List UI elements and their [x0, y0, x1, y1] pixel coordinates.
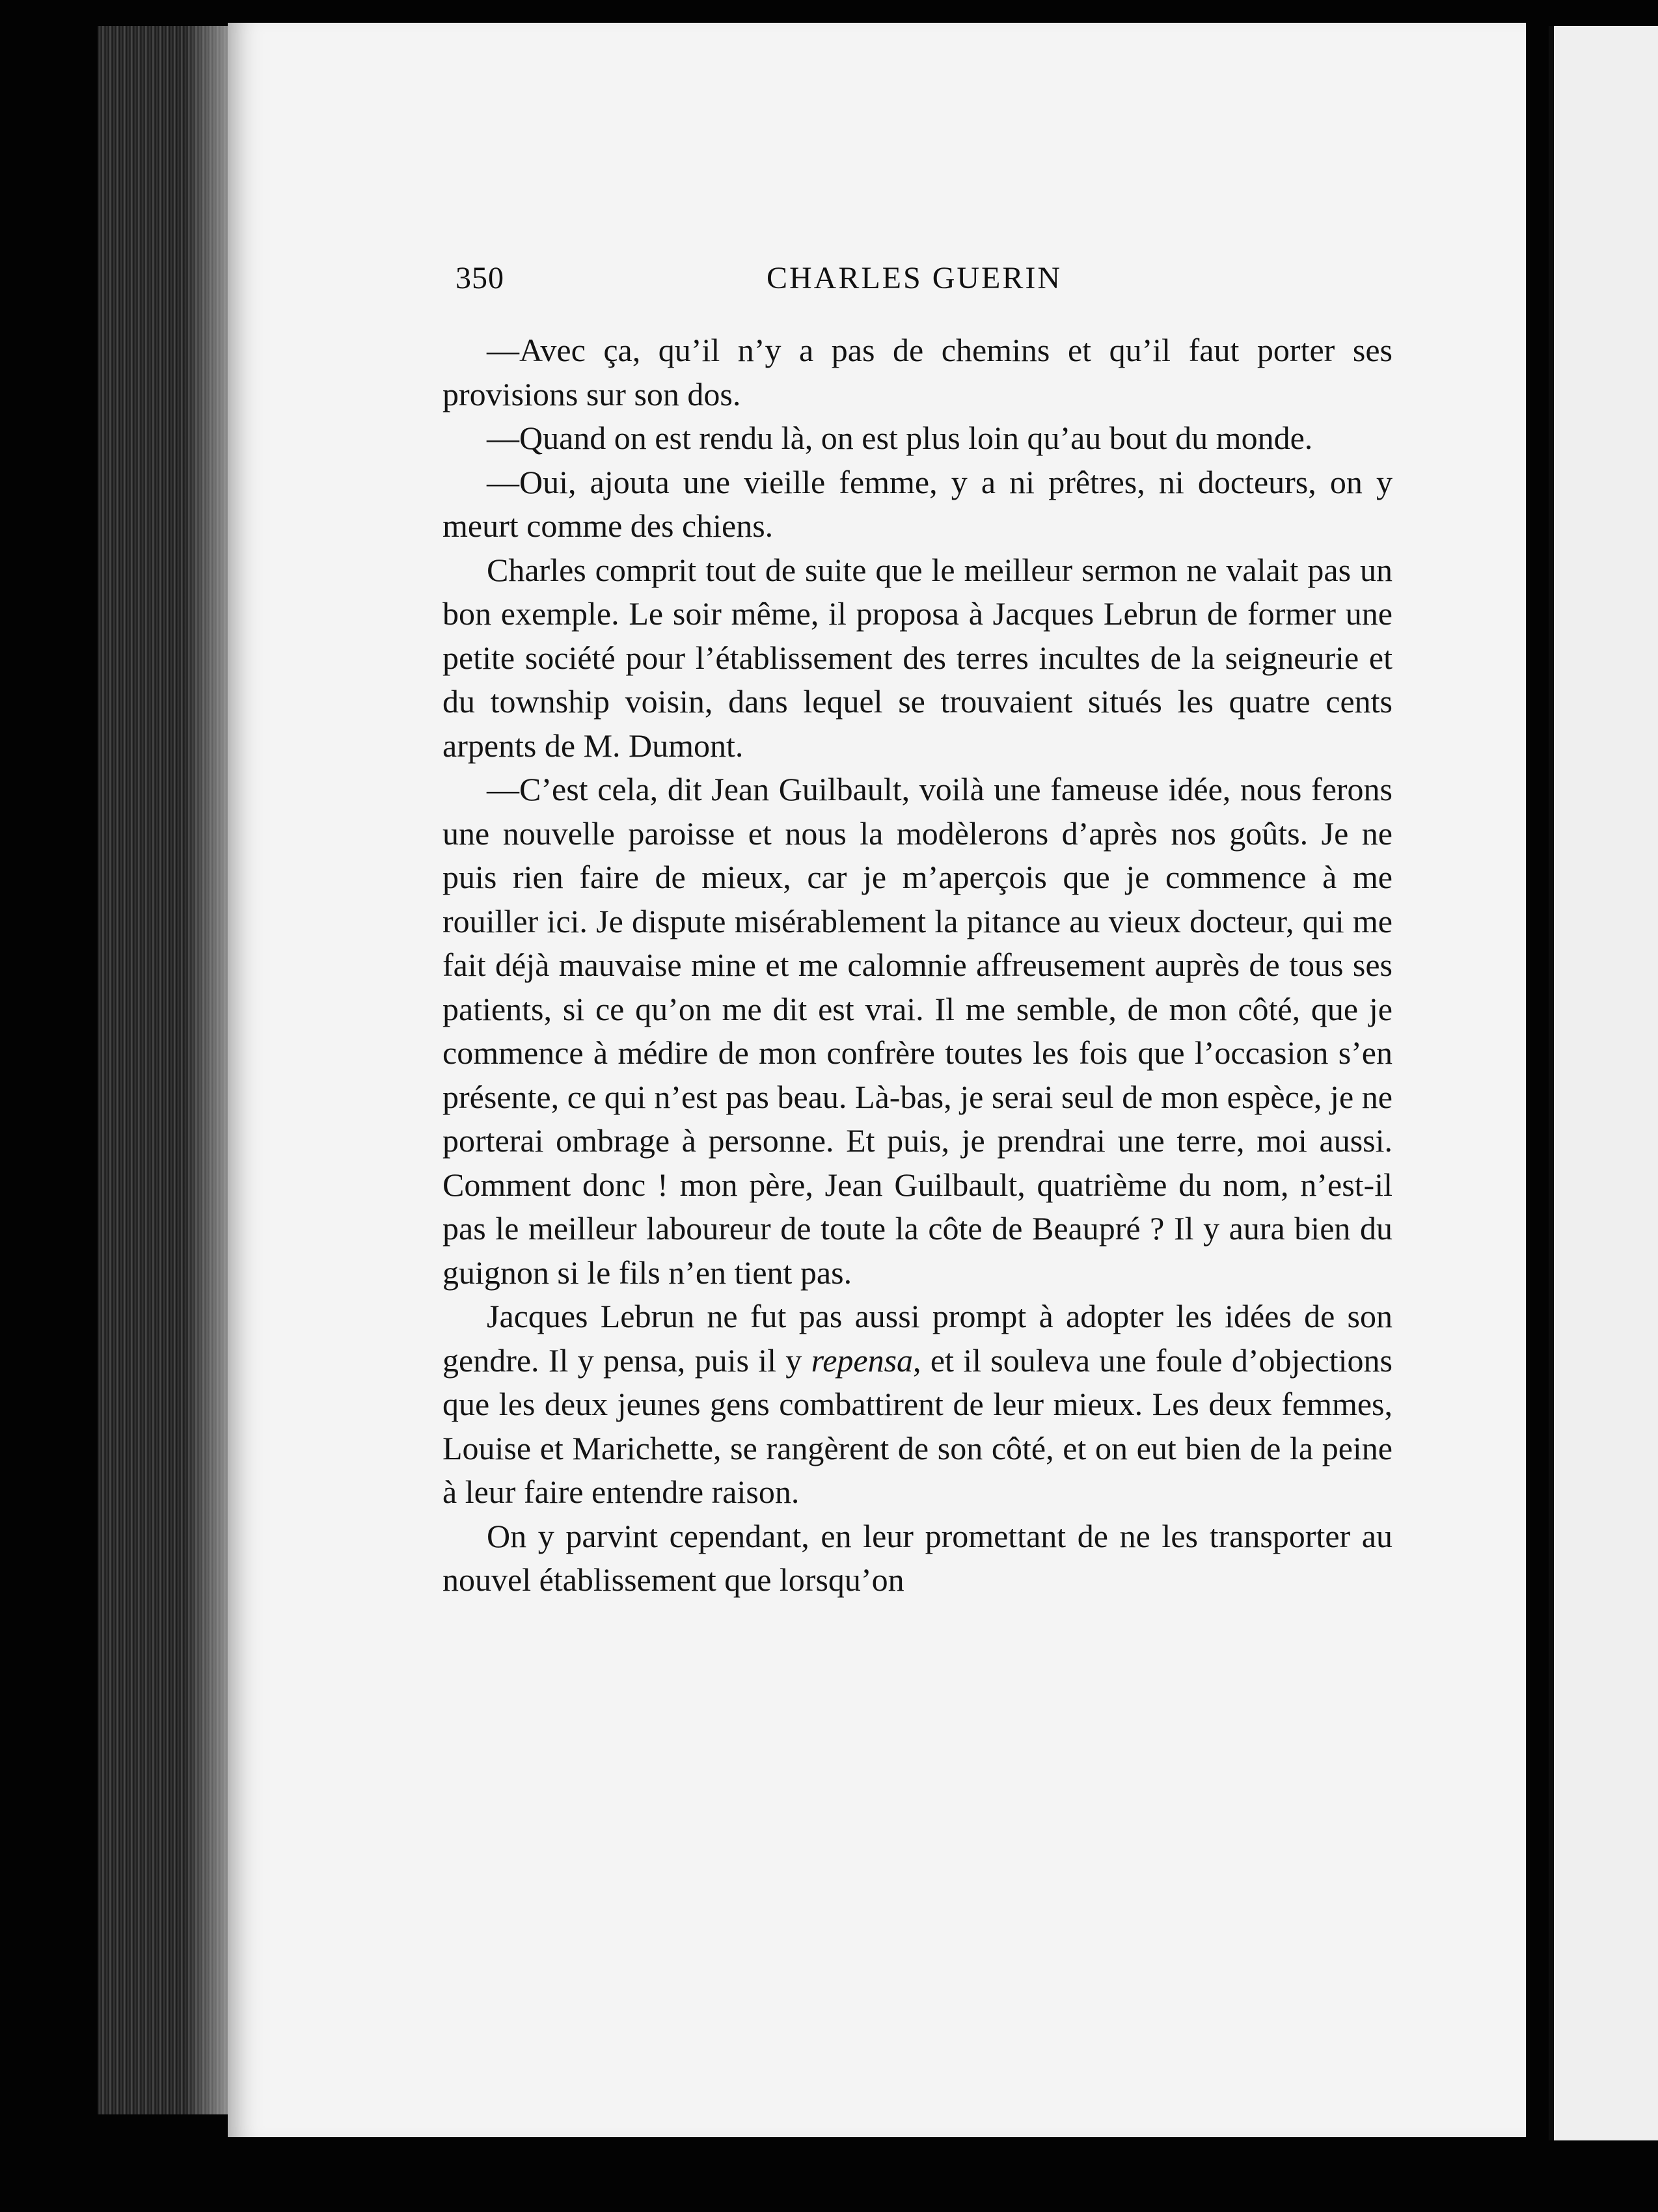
- paragraph-text: Jacques Lebrun ne fut pas aussi prompt à adopter les idées de son gendre. Il y pensa, puis il y: [442, 1298, 1393, 1379]
- page-edge-stack: [98, 26, 231, 2114]
- paragraph: [442, 1295, 1393, 1515]
- body-text: [442, 329, 1393, 1602]
- paragraph: —C’est cela, dit Jean Guilbault, voilà une fameuse idée, nous ferons une nouvelle paroisse et nous la modèlerons d’après nos goûts. Je ne puis rien faire de mieux, car je m’aperçois que je commence à me rouiller ici. Je dispute misérablement la pitance au vieux docteur, qui me fait déjà mauvaise mine et me calomnie affreusement auprès de tous ses patients, si ce qu’on me dit est vrai. Il me semble, de mon côté, que je commence à médire de mon confrère toutes les fois que l’occasion s’en présente, ce qui n’est pas beau. Là-bas, je serai seul de mon espèce, je ne porterai ombrage à personne. Et puis, je prendrai une terre, moi aussi. Comment donc ! mon père, Jean Guilbault, quatrième du nom, n’est-il pas le meilleur laboureur de toute la côte de Beaupré ? Il y aura bien du guignon si le fils n’en tient pas.: [442, 771, 1393, 1291]
- paragraph: —Avec ça, qu’il n’y a pas de chemins et qu’il faut porter ses provisions sur son dos.: [442, 332, 1393, 412]
- adjacent-page: [1549, 26, 1658, 2140]
- paragraph: —Quand on est rendu là, on est plus loin qu’au bout du monde.: [487, 420, 1313, 456]
- paragraph-text: , et il souleva une foule d’objections que les deux jeunes gens combattirent de leur mieux. Les deux femmes, Louise et Marichette, se rangèrent de son côté, et on eut bien de la peine à leur faire entendre raison.: [442, 1342, 1393, 1510]
- paragraph: On y parvint cependant, en leur promettant de ne les transporter au nouvel établissement que lorsqu’on: [442, 1517, 1393, 1598]
- page-header: [455, 260, 1093, 299]
- italic-word: repensa: [811, 1342, 914, 1379]
- running-title: CHARLES GUERIN: [767, 261, 1063, 295]
- page-number: 350: [455, 261, 504, 295]
- paragraph: —Oui, ajouta une vieille femme, y a ni prêtres, ni docteurs, on y meurt comme des chiens.: [442, 463, 1393, 544]
- paragraph: Charles comprit tout de suite que le meilleur sermon ne valait pas un bon exemple. Le soir même, il proposa à Jacques Lebrun de former une petite société pour l’établissement des terres incultes de la seigneurie et du township voisin, dans lequel se trouvaient situés les quatre cents arpents de M. Dumont.: [442, 551, 1393, 764]
